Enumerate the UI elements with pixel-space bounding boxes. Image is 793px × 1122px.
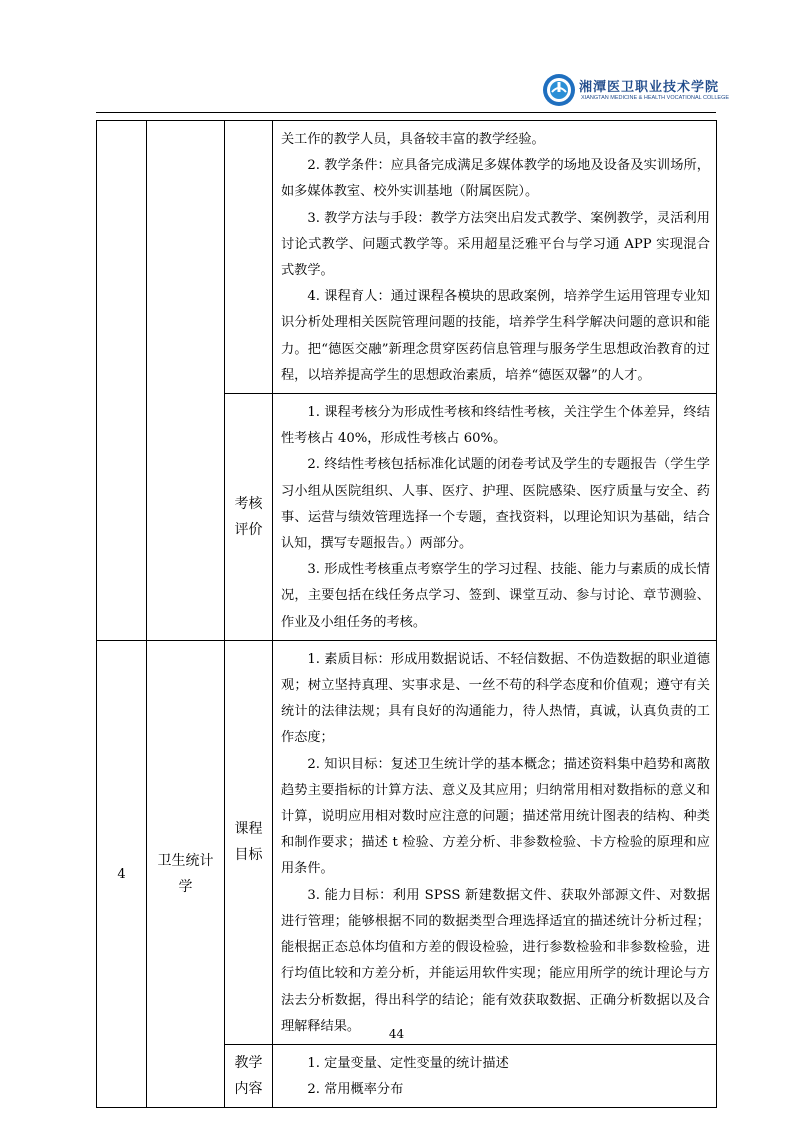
college-emblem-icon xyxy=(541,72,577,108)
course-name: 卫生统计 学 xyxy=(157,853,214,896)
course-number-cell xyxy=(97,121,147,641)
paragraph: 4. 课程育人：通过课程各模块的思政案例，培养学生运用管理专业知识分析处理相关医院管理问题的技能，培养学生科学解决问题的意识和能力。把“德医交融”新理念贯穿医药信息管理与服务学生思想政治教育的过程，以培养提高学生的思想政治素质，培养“德医双馨”的人才。 xyxy=(281,289,710,383)
college-logo xyxy=(541,70,730,110)
paragraph: 1. 定量变量、定性变量的统计描述 xyxy=(307,1055,509,1071)
content-cell xyxy=(273,394,717,641)
college-name-logotype: 湘潭医卫职业技术学院 xyxy=(579,79,720,94)
page-number: 44 xyxy=(388,1027,405,1041)
course-table xyxy=(96,120,717,1108)
paragraph: 3. 教学方法与手段：教学方法突出启发式教学、案例教学，灵活利用讨论式教学、问题式教学等。采用超星泛雅平台与学习通 APP 实现混合式教学。 xyxy=(281,210,710,279)
category-cell xyxy=(225,394,273,641)
paragraph: 关工作的教学人员，具备较丰富的教学经验。 xyxy=(281,132,545,147)
header-rule xyxy=(96,112,716,113)
category-label: 课程 目标 xyxy=(234,821,263,864)
paragraph: 3. 能力目标：利用 SPSS 新建数据文件、获取外部源文件、对数据进行管理；能够根据不同的数据类型合理选择适宜的描述统计分析过程；能根据正态总体均值和方差的假设检验，进行参数检验和非参数检验，进行均值比较和方差分析，并能运用软件实现；能应用所学的统计理论与方法去分析数据，得出科学的结论；能有效获取数据、正确分析数据以及合理解释结果。 xyxy=(281,887,710,1034)
paragraph: 2. 教学条件：应具备完成满足多媒体教学的场地及设备及实训场所，如多媒体教室、校外实训基地（附属医院）。 xyxy=(281,158,710,200)
paragraph: 2. 知识目标：复述卫生统计学的基本概念；描述资料集中趋势和离散趋势主要指标的计算方法、意义及其应用；归纳常用相对数指标的意义和计算，说明应用相对数时应注意的问题；描述常用统计图表的结构、种类和制作要求；描述 t 检验、方差分析、非参数检验、卡方检验的原理和应用条件。 xyxy=(281,756,710,877)
content-cell xyxy=(273,640,717,1044)
table-row xyxy=(97,121,717,394)
category-cell xyxy=(225,640,273,1044)
college-english-name: XIANGTAN MEDICINE & HEALTH VOCATIONAL COLLEGE xyxy=(581,95,730,101)
category-cell xyxy=(225,1044,273,1107)
paragraph: 1. 课程考核分为形成性考核和终结性考核，关注学生个体差异，终结性考核占 40%，形成性考核占 60%。 xyxy=(281,405,710,447)
course-name-cell xyxy=(147,121,225,641)
category-label: 考核 评价 xyxy=(234,495,263,538)
table-row xyxy=(97,640,717,1044)
category-label: 教学 内容 xyxy=(234,1055,263,1098)
paragraph: 2. 常用概率分布 xyxy=(307,1082,404,1098)
paragraph: 2. 终结性考核包括标准化试题的闭卷考试及学生的专题报告（学生学习小组从医院组织、人事、医疗、护理、医院感染、医疗质量与安全、药事、运营与绩效管理选择一个专题，查找资料，以理论知识为基础，结合认知，撰写专题报告。）两部分。 xyxy=(281,457,710,552)
course-number: 4 xyxy=(117,866,126,882)
paragraph: 1. 素质目标：形成用数据说话、不轻信数据、不伪造数据的职业道德观；树立坚持真理、实事求是、一丝不苟的科学态度和价值观；遵守有关统计的法律法规；具有良好的沟通能力，待人热情，真诚，认真负责的工作态度； xyxy=(281,651,710,746)
content-cell xyxy=(273,121,717,394)
category-cell xyxy=(225,121,273,394)
content-cell xyxy=(273,1044,717,1107)
paragraph: 3. 形成性考核重点考察学生的学习过程、技能、能力与素质的成长情况，主要包括在线任务点学习、签到、课堂互动、参与讨论、章节测验、作业及小组任务的考核。 xyxy=(281,562,710,630)
